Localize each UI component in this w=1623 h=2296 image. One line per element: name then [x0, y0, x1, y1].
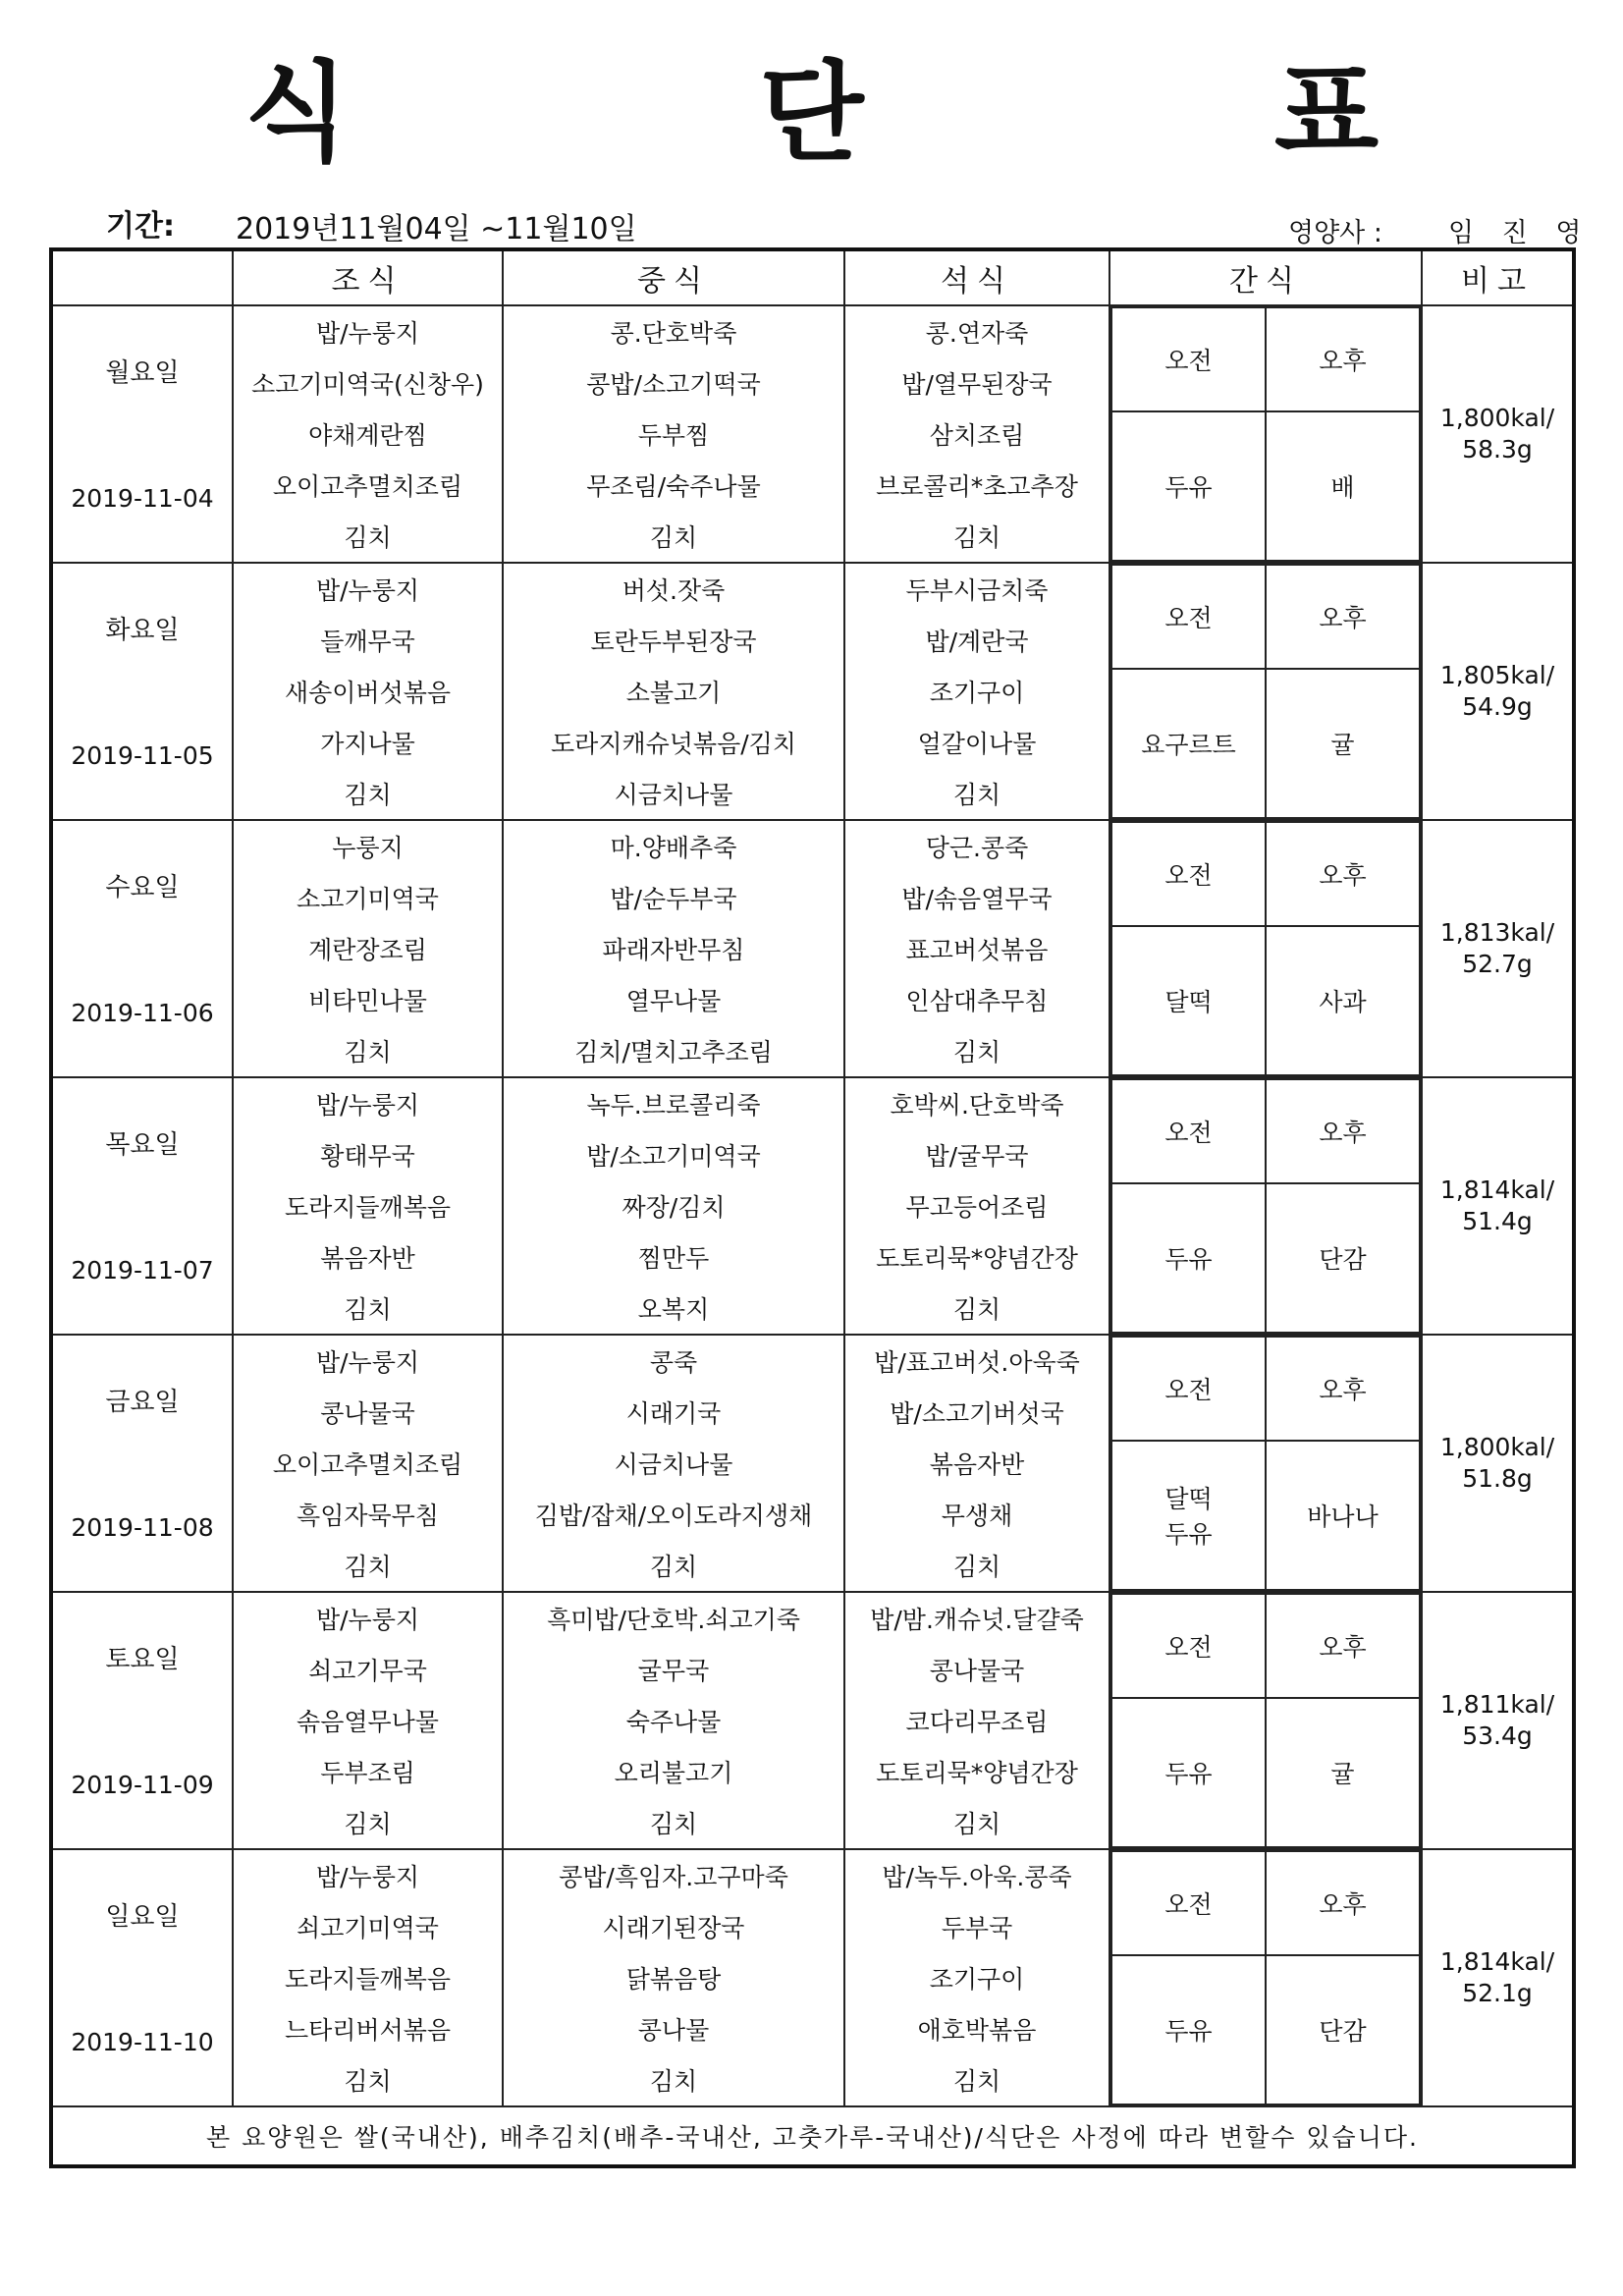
lunch-item: 숙주나물 — [625, 1708, 722, 1736]
lunch-item: 콩죽 — [649, 1348, 698, 1377]
day-name: 일요일 — [105, 1901, 180, 1932]
breakfast-item: 소고기미역국(신창우) — [251, 370, 484, 399]
snack-pm-label: 오후 — [1266, 1851, 1420, 1955]
lunch-cell — [503, 305, 844, 563]
lunch-item: 버섯.잣죽 — [622, 576, 726, 605]
breakfast-item: 쇠고기무국 — [308, 1657, 427, 1685]
header-notes: 비고 — [1422, 249, 1574, 305]
snack-am-label: 오전 — [1111, 1594, 1266, 1698]
day-name: 목요일 — [105, 1129, 180, 1160]
day-cell — [51, 820, 233, 1077]
snack-am-cell — [1111, 411, 1266, 561]
menu-table — [49, 247, 1576, 2168]
lunch-item: 토란두부된장국 — [590, 628, 757, 656]
day-row — [51, 563, 1574, 820]
snack-cell — [1109, 1335, 1422, 1592]
dinner-cell — [844, 1077, 1109, 1335]
lunch-item: 열무나물 — [625, 987, 722, 1015]
snack-am-cell — [1111, 1183, 1266, 1333]
breakfast-cell — [233, 563, 503, 820]
snack-am-label: 오전 — [1111, 307, 1266, 411]
day-cell — [51, 1592, 233, 1849]
snack-cell — [1109, 820, 1422, 1077]
dinner-cell — [844, 1849, 1109, 2106]
day-date: 2019-11-07 — [71, 1255, 214, 1285]
lunch-cell — [503, 563, 844, 820]
dinner-cell — [844, 1592, 1109, 1849]
breakfast-cell — [233, 1849, 503, 2106]
footer-row — [51, 2106, 1574, 2166]
day-name: 월요일 — [105, 357, 180, 388]
snack-pm-value: 단감 — [1266, 1955, 1420, 2105]
breakfast-item: 가지나물 — [320, 730, 415, 758]
period-label: 기간: — [106, 209, 175, 244]
note-protein: 54.9g — [1462, 692, 1533, 721]
note-cell — [1422, 1335, 1574, 1592]
dinner-item: 삼치조림 — [929, 421, 1025, 450]
lunch-item: 오리불고기 — [614, 1759, 733, 1787]
lunch-item: 시금치나물 — [614, 781, 733, 809]
breakfast-item: 새송이버섯볶음 — [284, 679, 452, 707]
day-date: 2019-11-05 — [71, 740, 214, 770]
dinner-item: 콩나물국 — [929, 1657, 1025, 1685]
dinner-item: 밥/솎음열무국 — [901, 885, 1053, 913]
breakfast-item: 흑임자묵무침 — [297, 1502, 439, 1530]
lunch-item: 김밥/잡채/오이도라지생채 — [534, 1502, 813, 1530]
note-calories: 1,814kal/ — [1439, 1175, 1555, 1204]
snack-cell — [1109, 1077, 1422, 1335]
lunch-item: 시금치나물 — [614, 1450, 733, 1479]
snack-pm-label: 오후 — [1266, 1594, 1420, 1698]
note-protein: 53.4g — [1462, 1722, 1533, 1750]
note-calories: 1,814kal/ — [1439, 1947, 1555, 1976]
lunch-item: 두부찜 — [637, 421, 710, 450]
lunch-item: 짜장/김치 — [622, 1193, 726, 1222]
breakfast-item: 오이고추멸치조림 — [272, 1450, 463, 1479]
dinner-item: 밥/열무된장국 — [901, 370, 1053, 399]
lunch-item: 녹두.브로콜리죽 — [586, 1091, 761, 1120]
note-cell — [1422, 563, 1574, 820]
breakfast-item: 쇠고기미역국 — [297, 1914, 439, 1942]
dinner-item: 콩.연자죽 — [925, 319, 1029, 348]
breakfast-item: 두부조림 — [320, 1759, 415, 1787]
snack-grid — [1110, 1078, 1421, 1334]
snack-pm-value: 배 — [1266, 411, 1420, 561]
snack-cell — [1109, 305, 1422, 563]
snack-am-value: 달떡 — [1164, 988, 1213, 1016]
note-calories: 1,805kal/ — [1439, 661, 1555, 689]
period-value: 2019년11월04일 ~11월10일 — [236, 212, 637, 246]
day-cell — [51, 305, 233, 563]
header-breakfast: 조식 — [233, 249, 503, 305]
dinner-item: 김치 — [952, 523, 1001, 552]
breakfast-item: 오이고추멸치조림 — [272, 472, 463, 501]
snack-am-value: 달떡 — [1164, 1485, 1213, 1513]
note-cell — [1422, 820, 1574, 1077]
day-date: 2019-11-08 — [71, 1512, 214, 1542]
lunch-item: 찜만두 — [637, 1244, 710, 1273]
lunch-item: 마.양배추죽 — [610, 834, 737, 862]
note-protein: 51.8g — [1462, 1464, 1533, 1493]
snack-am-cell — [1111, 1441, 1266, 1590]
day-cell — [51, 1077, 233, 1335]
lunch-item: 굴무국 — [637, 1657, 710, 1685]
breakfast-item: 누룽지 — [332, 834, 404, 862]
breakfast-item: 도라지들깨복음 — [284, 1965, 452, 1994]
lunch-cell — [503, 1335, 844, 1592]
header-snack: 간식 — [1109, 249, 1422, 305]
snack-grid — [1110, 821, 1421, 1076]
lunch-item: 시래기된장국 — [602, 1914, 745, 1942]
lunch-item: 김치 — [649, 523, 698, 552]
snack-grid — [1110, 1593, 1421, 1848]
snack-grid — [1110, 306, 1421, 562]
header-dinner: 석식 — [844, 249, 1109, 305]
note-protein: 52.7g — [1462, 950, 1533, 978]
lunch-item: 흑미밥/단호박.쇠고기죽 — [547, 1606, 800, 1634]
day-row — [51, 1077, 1574, 1335]
snack-pm-value: 귤 — [1266, 669, 1420, 818]
note-calories: 1,800kal/ — [1439, 1433, 1555, 1461]
breakfast-cell — [233, 820, 503, 1077]
day-row — [51, 1592, 1574, 1849]
snack-cell — [1109, 1849, 1422, 2106]
breakfast-item: 볶음자반 — [320, 1244, 415, 1273]
breakfast-item: 비타민나물 — [308, 987, 427, 1015]
breakfast-item: 밥/누룽지 — [315, 1091, 420, 1120]
breakfast-item: 김치 — [344, 781, 392, 809]
snack-pm-value: 귤 — [1266, 1698, 1420, 1847]
dinner-cell — [844, 563, 1109, 820]
breakfast-item: 밥/누룽지 — [315, 1348, 420, 1377]
snack-pm-label: 오후 — [1266, 822, 1420, 926]
snack-am-label: 오전 — [1111, 1079, 1266, 1183]
breakfast-item: 콩나물국 — [320, 1399, 415, 1428]
snack-am-label: 오전 — [1111, 1337, 1266, 1441]
breakfast-item: 김치 — [344, 1295, 392, 1324]
lunch-item: 김치 — [649, 2067, 698, 2096]
breakfast-item: 밥/누룽지 — [315, 319, 420, 348]
day-cell — [51, 1335, 233, 1592]
lunch-cell — [503, 1077, 844, 1335]
snack-pm-value: 사과 — [1266, 926, 1420, 1075]
dinner-item: 밥/계란국 — [925, 628, 1029, 656]
day-date: 2019-11-04 — [71, 483, 214, 513]
dinner-cell — [844, 1335, 1109, 1592]
note-cell — [1422, 305, 1574, 563]
breakfast-item: 김치 — [344, 1038, 392, 1066]
dietitian-name: 임 진 영 — [1448, 218, 1592, 248]
day-cell — [51, 1849, 233, 2106]
dinner-item: 도토리묵*양념간장 — [876, 1244, 1078, 1273]
breakfast-item: 밥/누룽지 — [315, 576, 420, 605]
breakfast-item: 김치 — [344, 1553, 392, 1581]
day-date: 2019-11-09 — [71, 1770, 214, 1799]
snack-cell — [1109, 563, 1422, 820]
breakfast-item: 솎음열무나물 — [297, 1708, 439, 1736]
breakfast-cell — [233, 1335, 503, 1592]
dinner-item: 김치 — [952, 1553, 1001, 1581]
lunch-item: 김치/멸치고추조림 — [574, 1038, 773, 1066]
note-calories: 1,813kal/ — [1439, 918, 1555, 947]
snack-cell — [1109, 1592, 1422, 1849]
header-row — [51, 249, 1574, 305]
snack-pm-label: 오후 — [1266, 1337, 1420, 1441]
snack-grid — [1110, 1850, 1421, 2105]
snack-am-value: 두유 — [1164, 1245, 1213, 1274]
breakfast-item: 김치 — [344, 1810, 392, 1838]
note-cell — [1422, 1077, 1574, 1335]
dinner-item: 밥/밤.캐슈넛.달걀죽 — [870, 1606, 1084, 1634]
lunch-cell — [503, 1849, 844, 2106]
snack-am-cell — [1111, 669, 1266, 818]
breakfast-item: 도라지들깨복음 — [284, 1193, 452, 1222]
note-protein: 52.1g — [1462, 1979, 1533, 2007]
day-row — [51, 1335, 1574, 1592]
dinner-item: 얼갈이나물 — [917, 730, 1037, 758]
dinner-item: 무생채 — [941, 1502, 1013, 1530]
day-name: 화요일 — [105, 615, 180, 645]
breakfast-item: 느타리버서볶음 — [284, 2016, 452, 2045]
day-name: 금요일 — [105, 1387, 180, 1417]
dinner-item: 애호박볶음 — [917, 2016, 1037, 2045]
dinner-item: 조기구이 — [929, 679, 1025, 707]
dinner-item: 밥/표고버섯.아욱죽 — [874, 1348, 1080, 1377]
snack-am-value: 두유 — [1164, 473, 1213, 502]
dinner-item: 밥/녹두.아욱.콩죽 — [882, 1863, 1072, 1891]
dinner-item: 밥/굴무국 — [925, 1142, 1029, 1171]
lunch-item: 파래자반무침 — [602, 936, 745, 964]
snack-grid — [1110, 1336, 1421, 1591]
day-cell — [51, 563, 233, 820]
dinner-item: 밥/소고기버섯국 — [890, 1399, 1064, 1428]
note-calories: 1,800kal/ — [1439, 404, 1555, 432]
dinner-item: 볶음자반 — [929, 1450, 1025, 1479]
snack-pm-value: 단감 — [1266, 1183, 1420, 1333]
dinner-item: 인삼대추무침 — [905, 987, 1049, 1015]
lunch-item: 닭볶음탕 — [625, 1965, 722, 1994]
snack-am-cell — [1111, 926, 1266, 1075]
snack-pm-value: 바나나 — [1266, 1441, 1420, 1590]
lunch-item: 김치 — [649, 1553, 698, 1581]
snack-am-value: 요구르트 — [1141, 731, 1236, 759]
dinner-item: 표고버섯볶음 — [905, 936, 1049, 964]
lunch-cell — [503, 820, 844, 1077]
breakfast-cell — [233, 305, 503, 563]
day-name: 토요일 — [105, 1644, 180, 1674]
day-name: 수요일 — [105, 872, 180, 902]
snack-am-label: 오전 — [1111, 565, 1266, 669]
header-lunch: 중식 — [503, 249, 844, 305]
note-cell — [1422, 1849, 1574, 2106]
dinner-item: 김치 — [952, 1295, 1001, 1324]
lunch-item: 도라지캐슈넛볶음/김치 — [551, 730, 796, 758]
menu-body — [51, 305, 1574, 2106]
breakfast-item: 소고기미역국 — [297, 885, 439, 913]
breakfast-item: 김치 — [344, 523, 392, 552]
breakfast-item: 들깨무국 — [320, 628, 415, 656]
lunch-item: 무조림/숙주나물 — [586, 472, 761, 501]
breakfast-item: 야채계란찜 — [308, 421, 427, 450]
dinner-item: 김치 — [952, 2067, 1001, 2096]
day-row — [51, 305, 1574, 563]
snack-am-cell — [1111, 1955, 1266, 2105]
page-title: 식 단 표 — [243, 50, 1566, 176]
dinner-item: 당근.콩죽 — [925, 834, 1029, 862]
header-day — [51, 249, 233, 305]
lunch-item: 소불고기 — [625, 679, 722, 707]
snack-am-label: 오전 — [1111, 822, 1266, 926]
breakfast-item: 밥/누룽지 — [315, 1606, 420, 1634]
footer-note: 본 요양원은 쌀(국내산), 배추김치(배추-국내산, 고춧가루-국내산)/식단은 사정에 따라 변할수 있습니다. — [51, 2106, 1574, 2166]
lunch-item: 콩.단호박죽 — [610, 319, 737, 348]
snack-pm-label: 오후 — [1266, 565, 1420, 669]
breakfast-cell — [233, 1592, 503, 1849]
note-protein: 51.4g — [1462, 1207, 1533, 1235]
breakfast-item: 황태무국 — [320, 1142, 415, 1171]
dinner-item: 김치 — [952, 1810, 1001, 1838]
note-protein: 58.3g — [1462, 435, 1533, 464]
lunch-item: 밥/순두부국 — [610, 885, 737, 913]
snack-pm-label: 오후 — [1266, 1079, 1420, 1183]
note-cell — [1422, 1592, 1574, 1849]
lunch-item: 콩밥/소고기떡국 — [586, 370, 761, 399]
lunch-item: 밥/소고기미역국 — [586, 1142, 761, 1171]
dinner-item: 김치 — [952, 1038, 1001, 1066]
snack-am-cell — [1111, 1698, 1266, 1847]
snack-am-label: 오전 — [1111, 1851, 1266, 1955]
snack-pm-label: 오후 — [1266, 307, 1420, 411]
dinner-item: 두부국 — [941, 1914, 1013, 1942]
lunch-item: 시래기국 — [625, 1399, 722, 1428]
lunch-item: 콩나물 — [637, 2016, 710, 2045]
dietitian-label: 영양사 : — [1288, 218, 1382, 248]
dinner-item: 두부시금치죽 — [905, 576, 1049, 605]
dinner-item: 코다리무조림 — [905, 1708, 1049, 1736]
snack-am-value-2: 두유 — [1164, 1520, 1213, 1549]
dinner-item: 브로콜리*초고추장 — [876, 472, 1078, 501]
dinner-item: 김치 — [952, 781, 1001, 809]
snack-grid — [1110, 564, 1421, 819]
dinner-item: 도토리묵*양념간장 — [876, 1759, 1078, 1787]
note-calories: 1,811kal/ — [1439, 1690, 1555, 1719]
day-date: 2019-11-06 — [71, 998, 214, 1027]
lunch-item: 오복지 — [637, 1295, 710, 1324]
lunch-item: 김치 — [649, 1810, 698, 1838]
dinner-cell — [844, 820, 1109, 1077]
breakfast-item: 계란장조림 — [308, 936, 427, 964]
dinner-cell — [844, 305, 1109, 563]
snack-am-value: 두유 — [1164, 2017, 1213, 2046]
day-row — [51, 820, 1574, 1077]
breakfast-item: 김치 — [344, 2067, 392, 2096]
dinner-item: 호박씨.단호박죽 — [890, 1091, 1064, 1120]
day-date: 2019-11-10 — [71, 2027, 214, 2056]
dinner-item: 조기구이 — [929, 1965, 1025, 1994]
lunch-cell — [503, 1592, 844, 1849]
dinner-item: 무고등어조림 — [905, 1193, 1049, 1222]
lunch-item: 콩밥/흑임자.고구마죽 — [559, 1863, 788, 1891]
day-row — [51, 1849, 1574, 2106]
breakfast-cell — [233, 1077, 503, 1335]
snack-am-value: 두유 — [1164, 1760, 1213, 1788]
breakfast-item: 밥/누룽지 — [315, 1863, 420, 1891]
